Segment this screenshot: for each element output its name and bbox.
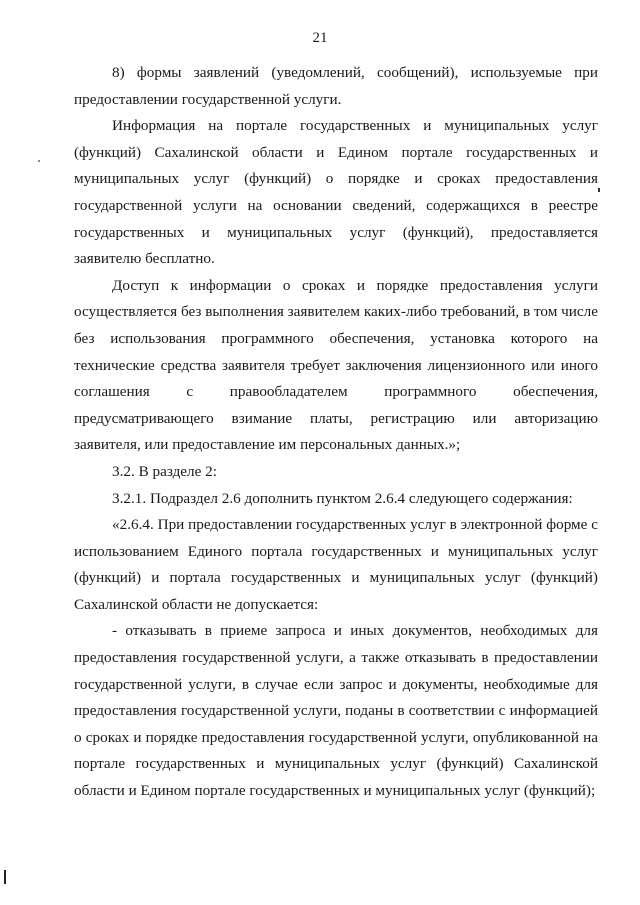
paragraph-forms: 8) формы заявлений (уведомлений, сообщений), используемые при предоставлении государственной услуги. (74, 64, 598, 108)
scan-dot (38, 160, 40, 162)
paragraph-section-3-2-1: 3.2.1. Подраздел 2.6 дополнить пунктом 2.6.4 следующего содержания: (112, 489, 573, 507)
paragraph-refuse: - отказывать в приеме запроса и иных документов, необходимых для предоставления государственной услуги, а также отказывать в предоставлении государственной услуги, в случае если запрос и документы, необходимые для предоставления государственной услуги, поданы в соответствии с информацией о сроках и порядке предоставления государственной услуги, опубликованной на портале государственных и муниципальных услуг (функций) Сахалинской области и Едином портале государственных и муниципальных услуг (функций); (74, 622, 598, 800)
scan-mark-left (4, 870, 6, 884)
paragraph-section-3-2: 3.2. В разделе 2: (112, 462, 217, 480)
paragraph-access: Доступ к информации о сроках и порядке предоставления услуги осуществляется без выполнения заявителем каких-либо требований, в том числе без использования программного обеспечения, установка которого на технические средства заявителя требует заключения лицензионного или иного соглашения с правообладателем программного обеспечения, предусматривающего взимание платы, регистрацию или авторизацию заявителя, или предоставление им персональных данных.»; (74, 276, 598, 454)
scan-mark-right (598, 188, 600, 192)
paragraph-portal-info: Информация на портале государственных и муниципальных услуг (функций) Сахалинской области и Едином портале государственных и муниципальных услуг (функций) о порядке и сроках предоставления государственной услуги на основании сведений, содержащихся в реестре государственных и муниципальных услуг (функций), предоставляется заявителю бесплатно. (74, 117, 598, 268)
paragraph-2-6-4: «2.6.4. При предоставлении государственных услуг в электронной форме с использованием Единого портала государственных и муниципальных услуг (функций) и портала государственных и муниципальных услуг (функций) Сахалинской области не допускается: (74, 516, 598, 613)
document-body (74, 60, 598, 805)
page-number: 21 (312, 30, 328, 46)
